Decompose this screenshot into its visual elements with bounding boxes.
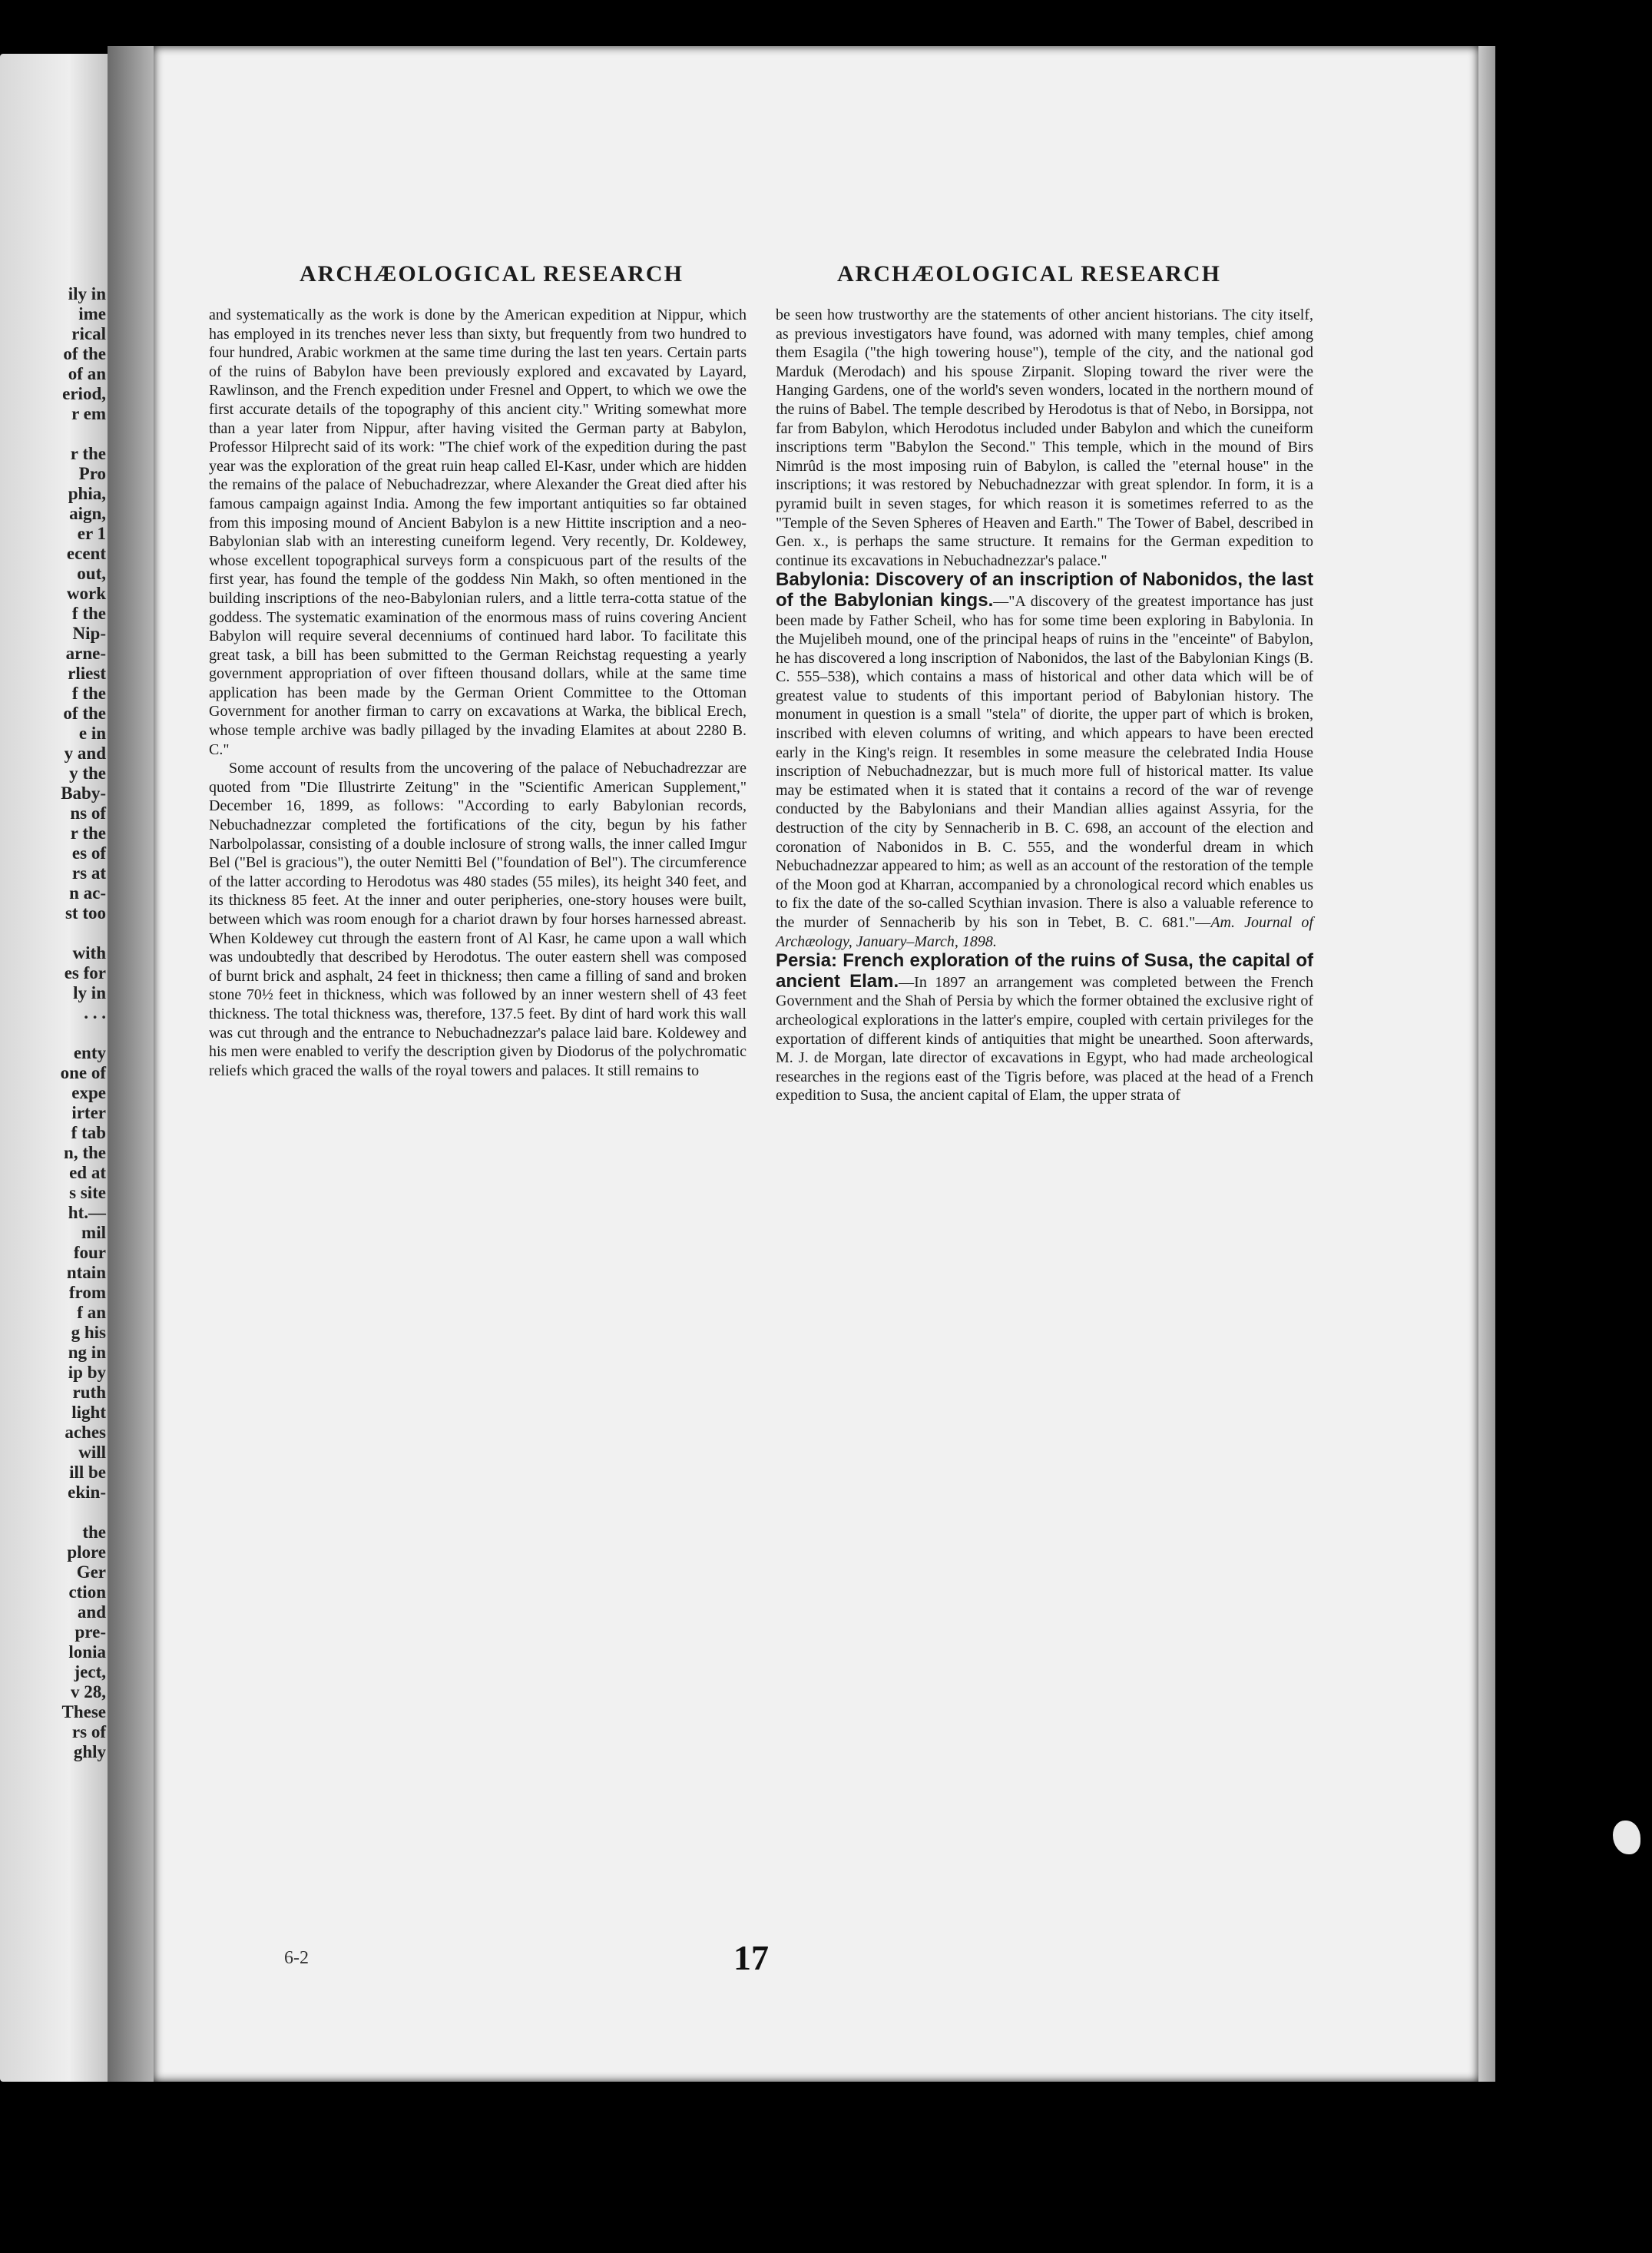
facing-page-line: st too xyxy=(65,903,106,923)
section-body: —In 1897 an arrangement was completed between the French Government and the Shah of Persia by which the former obtained the exclusive right of archeological explorations in the latter's empire, coupled with certain privileges for the exportation of different kinds of antiquities that might be unearthed. Soon afterwards, M. J. de Morgan, late director of excavations in Egypt, who had made archeological researches in the regions east of the Tigris before, was placed at the head of a French expedition to Susa, the ancient capital of Elam, the upper strata of xyxy=(776,973,1314,1105)
paragraph: Some account of results from the uncovering of the palace of Nebuchadrezzar are quoted from "Die Illustrirte Zeitung" in the "Scientific American Supplement," December 16, 1899, as follows: "According to early Babylonian records, Nebuchadnezzar completed the fortifications of the city, begun by his father Narbolpolassar, consisting of a double inclosure of strong walls, the inner called Imgur Bel ("Bel is gracious"), the outer Nemitti Bel ("foundation of Bel"). The circumference of the latter according to Herodotus was 480 stades (55 miles), its height 340 feet, and its thickness 85 feet. At the inner and outer peripheries, one-story houses were built, between which was room enough for a chariot drawn by four horses harnessed abreast. When Koldewey cut through the eastern front of Al Kasr, he came upon a wall which was undoubtedly that described by Herodotus. The outer eastern shell was composed of burnt brick and asphalt, 24 feet in thickness; then came a filling of sand and broken stone 70½ feet in thickness, which was followed by an inner western shell of 43 feet thickness. The total thickness was, therefore, 137.5 feet. By dint of hard work this wall was cut through and the entrance to Nebuchadnezzar's palace laid bare. Koldewey and his men were enabled to verify the description given by Diodorus of the polychromatic reliefs which graced the walls of the royal towers and palaces. It still remains to xyxy=(209,760,747,1079)
facing-page-line: mil xyxy=(81,1223,106,1242)
facing-page-line: enty xyxy=(73,1043,106,1062)
citation: Am. Journal of Archæology, January–March, 1898. xyxy=(776,914,1313,950)
facing-page-line: out, xyxy=(77,564,106,583)
section-body: —"A discovery of the greatest importance has just been made by Father Scheil, who has for some time been exploring in Babylonia. In the Mujelibeh mound, one of the principal heaps of ruins in the "enceinte" of Babylon, he has discovered a long inscription of Nabonidos, the last of the Babylonian Kings (B. C. 555–538), which contains a mass of historical and other data which will be of greatest value to students of this important period of Babylonian history. The monument in question is a small "stela" of diorite, the upper part of which is broken, inscribed with eleven columns of writing, and which appears to have been erected early in the King's reign. It resembles in some measure the celebrated India House inscription of Nebuchadnezzar, but is much more full of historical matter. Its value may be estimated when it is stated that it contains a record of the war of revenge conducted by the Babylonians and their Mandian allies against Assyria, for the destruction of the city by Sennacherib in B. C. 698, an account of the election and coronation of Nabonidos in B. C. 555, and the wonderful dream in which Nebuchadnezzar appeared to him; as well as an account of the restoration of the temple of the Moon god at Kharran, accompanied by a chronological record which enables us to fix the date of the so-called Scythian invasion. There is also a valuable reference to the murder of Sennacherib by his son in Tebet, B. C. 681."— xyxy=(776,592,1313,931)
facing-page-line: plore xyxy=(67,1542,106,1562)
facing-page-line: arne- xyxy=(65,644,106,663)
facing-page-line: lonia xyxy=(68,1642,106,1662)
facing-page-line xyxy=(0,424,115,444)
facing-page-line: ily in xyxy=(68,284,106,303)
facing-page-line: irter xyxy=(71,1103,106,1122)
entry-babylonia xyxy=(776,570,1313,951)
facing-page-line: and xyxy=(77,1602,106,1622)
facing-page-line: light xyxy=(71,1403,106,1422)
facing-page-line: ntain xyxy=(66,1263,106,1282)
facing-page-line xyxy=(0,1503,115,1522)
facing-page-line: Pro xyxy=(78,464,106,483)
facing-page-line: the xyxy=(82,1522,106,1542)
section-heading: Babylonia: Discovery of an inscription of Nabonidos, the last of the Babylonian kings. xyxy=(776,569,1313,611)
facing-page-line: ekin- xyxy=(68,1483,106,1502)
facing-page-line: s site xyxy=(69,1183,106,1202)
facing-page-line: These xyxy=(61,1702,106,1721)
facing-page-line: of the xyxy=(63,704,106,723)
facing-page-line: y the xyxy=(69,764,106,783)
facing-page-line: r the xyxy=(70,823,106,843)
facing-page-line: of the xyxy=(63,344,106,363)
facing-page-line: ime xyxy=(78,304,106,323)
facing-page-line: ip by xyxy=(68,1363,106,1382)
facing-page-line: ject, xyxy=(74,1662,106,1681)
facing-page-line: n, the xyxy=(64,1143,106,1162)
facing-page-line: aches xyxy=(65,1423,106,1442)
facing-page-line: Baby- xyxy=(61,784,106,803)
facing-page-line: phia, xyxy=(68,484,106,503)
facing-page-line: ht.— xyxy=(68,1203,106,1222)
facing-page-line: g his xyxy=(71,1323,106,1342)
facing-page-line: four xyxy=(73,1243,106,1262)
facing-page-line: rs of xyxy=(71,1722,106,1741)
facing-page-line: ill be xyxy=(69,1463,106,1482)
facing-page-line: es of xyxy=(71,843,106,863)
facing-page-line: one of xyxy=(60,1063,106,1082)
facing-page-line: es for xyxy=(64,963,106,982)
facing-page-line xyxy=(0,923,115,943)
facing-page-line: ghly xyxy=(73,1742,106,1761)
facing-page-line: f the xyxy=(71,604,106,623)
facing-page-line: rs at xyxy=(71,863,106,883)
facing-page-line: f an xyxy=(77,1303,106,1322)
right-column xyxy=(776,306,1313,1105)
running-head-right: ARCHÆOLOGICAL RESEARCH xyxy=(837,261,1221,287)
section-heading: Persia: French exploration of the ruins of Susa, the capital of ancient Elam. xyxy=(776,950,1313,992)
facing-page-line: eriod, xyxy=(62,384,106,403)
facing-page-line: f tab xyxy=(71,1123,106,1142)
facing-page-line: . . . xyxy=(84,1003,106,1022)
facing-page-line xyxy=(0,1023,115,1043)
facing-page-line: er 1 xyxy=(77,524,106,543)
signature-mark: 6-2 xyxy=(284,1948,309,1968)
scan-blemish xyxy=(1613,1821,1640,1854)
facing-page-line: expe xyxy=(71,1083,106,1102)
facing-page-line: ruth xyxy=(72,1383,106,1402)
facing-page-line: ly in xyxy=(73,983,106,1002)
entry-persia xyxy=(776,951,1313,1105)
facing-page-line: pre- xyxy=(74,1622,106,1642)
facing-page-line: rliest xyxy=(68,664,106,683)
facing-page-line: f the xyxy=(71,684,106,703)
facing-page-line: r em xyxy=(71,404,106,423)
facing-page-line: aign, xyxy=(69,504,106,523)
facing-page-line: r the xyxy=(70,444,106,463)
paragraph: and systematically as the work is done by the American expedition at Nippur, which has employed in its trenches never less than sixty, but frequently from two hundred to four hundred, Arabic workmen at the same time during the last ten years. Certain parts of the ruins of Babylon have been previously explored and excavated by Layard, Rawlinson, and the French expedition under Fresnel and Oppert, to which we owe the first accurate details of the topography of this ancient city." Writing somewhat more than a year later from Nippur, after having visited the German party at Babylon, Professor Hilprecht said of its work: "The chief work of the expedition during the past year was the exploration of the great ruin heap called El-Kasr, under which are hidden the remains of the palace of Nebuchadrezzar, where Alexander the Great died after his famous campaign against India. Among the few important antiquities so far obtained from this imposing mound of Ancient Babylon is a new Hittite inscription and a neo-Babylonian slab with an interesting cuneiform legend. Very recently, Dr. Koldewey, whose excellent topographical surveys form a conspicuous part of the results of the first year, has found the temple of the goddess Nin Makh, so often mentioned in the building inscriptions of the neo-Babylonian rulers, and a little terra-cotta statue of the goddess. The systematic examination of the enormous mass of ruins covering Ancient Babylon will require several decenniums of continued hard labor. To facilitate this great task, a bill has been submitted to the German Reichstag requesting a yearly government appropriation of over fifteen thousand dollars, while at the same time application has been made by the German Orient Committee to the Ottoman Government for another firman to carry on excavations at Warka, the biblical Erech, whose temple archive was badly pillaged by the invading Elamites at about 2280 B. C." xyxy=(209,306,747,758)
facing-page-line: from xyxy=(68,1283,106,1302)
facing-page-line: of an xyxy=(68,364,106,383)
facing-page-line: ng in xyxy=(68,1343,106,1362)
facing-page-line: ction xyxy=(68,1582,106,1602)
facing-page-line: ed at xyxy=(69,1163,106,1182)
facing-page-line: ecent xyxy=(66,544,106,563)
facing-page-line: rical xyxy=(71,324,106,343)
page-edge xyxy=(1478,46,1495,2082)
facing-page-fragment xyxy=(0,54,115,2082)
paragraph: be seen how trustworthy are the statements of other ancient historians. The city itself, as previous investigators have found, was adorned with many temples, chief among them Esagila ("the high towering house"), temple of the city, and the national god Marduk (Merodach) and his spouse Zirpanit. Sloping toward the river were the Hanging Gardens, one of the world's seven wonders, located in the northern mound of the ruins of Babel. The temple described by Herodotus is that of Nebo, in Borsippa, not far from Babylon, which Herodotus included under Babylon and which the cuneiform inscriptions term "Babylon the Second." This temple, which in the mound of Birs Nimrûd is the most imposing ruin of Babylon, is called the "eternal house" in the inscriptions; it was restored by Nebuchadnezzar with great splendor. In form, it is a pyramid built in seven stages, for which reason it is sometimes referred to as the "Temple of the Seven Spheres of Heaven and Earth." The Tower of Babel, described in Gen. x., is perhaps the same structure. It remains for the German expedition to continue its excavations in Nebuchadnezzar's palace." xyxy=(776,306,1313,569)
facing-page-line: v 28, xyxy=(71,1682,106,1701)
facing-page-line: will xyxy=(78,1443,106,1462)
facing-page-line: with xyxy=(72,943,106,962)
facing-page-line: Nip- xyxy=(72,624,106,643)
left-column xyxy=(209,306,747,1080)
facing-page-line: e in xyxy=(78,724,106,743)
facing-page-line: Ger xyxy=(76,1562,106,1582)
facing-page-line: work xyxy=(66,584,106,603)
facing-page-line: n ac- xyxy=(69,883,106,903)
running-head-left: ARCHÆOLOGICAL RESEARCH xyxy=(300,261,684,287)
page-number: 17 xyxy=(733,1938,769,1977)
facing-page-line: ns of xyxy=(70,803,106,823)
facing-page-line: y and xyxy=(64,744,106,763)
